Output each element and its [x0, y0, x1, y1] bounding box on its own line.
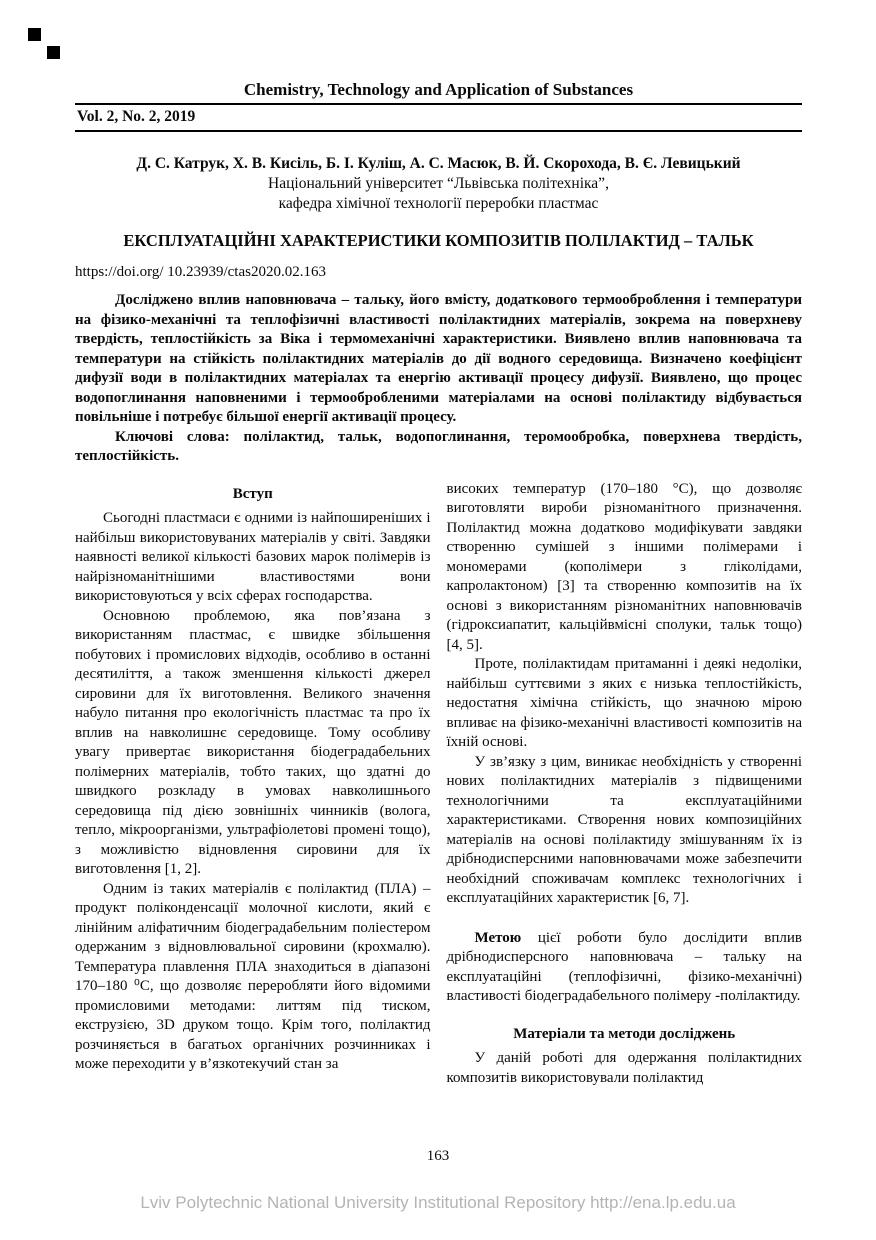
paragraph: У даній роботі для одержання полілактидних композитів використовували полілактид — [446, 1050, 802, 1086]
paragraph: Сьогодні пластмаси є одними із найпоширеніших і найбільш використовуваних матеріалів у світі. Завдяки наявності великої кількості базових марок полімерів із найрізноманітнішими властивостями вони використовуються у всіх сферах господарства. — [75, 510, 431, 604]
paragraph-aim — [447, 929, 803, 1007]
section-heading-methods: Матеріали та методи досліджень — [513, 1025, 736, 1042]
volume-issue-line: Vol. 2, No. 2, 2019 — [77, 108, 196, 125]
repository-footer: Lviv Polytechnic National University Institutional Repository http://ena.lp.edu.ua — [140, 1193, 736, 1212]
left-column — [75, 480, 431, 1089]
paragraph: Проте, полілактидам притаманні і деякі недоліки, найбільш суттєвими з яких є низька теплостійкість, недостатня хімічна стійкість, що значною мірою впливає на фізико-механічні властивості композитів на їхній основі. — [446, 656, 802, 750]
two-column-body — [75, 480, 802, 1089]
affiliation-line: кафедра хімічної технології переробки пластмас — [278, 195, 599, 212]
keywords: Ключові слова: полілактид, тальк, водопоглинання, теромообробка, поверхнева твердість, теплостійкість. — [75, 428, 802, 464]
abstract: Досліджено вплив наповнювача – тальку, його вмісту, додаткового термооброблення і температури на фізико-механічні та теплофізичні властивості полілактидних матеріалів, зокрема на поверхневу твердість, теплостійкість за Віка і термомеханічні характеристики. Виявлено вплив наповнювача та температури на стійкість полілактидних матеріалів до дії водного середовища. Визначено коефіцієнт дифузії води в полілактидних матеріалах та енергію активації процесу дифузії. Виявлено, що процес водопоглинання наповненими і термообробленими матеріалами на основі полілактиду відбувається повільніше і потребує більшої енергії активації процесу. — [75, 292, 802, 425]
aim-lead-word: Метою — [474, 929, 522, 946]
header-divider — [75, 130, 802, 132]
registration-mark — [47, 46, 60, 59]
registration-mark — [28, 28, 41, 41]
paragraph: Одним із таких матеріалів є полілактид (ПЛА) – продукт поліконденсації молочної кислоти, який є лінійним аліфатичним біодеградабельним поліестером одержаним з відновлювальної сировини (крохмалю). Температура плавлення ПЛА знаходиться в діапазоні 170–180 ⁰С, що дозволяє переробляти його відомими промисловими методами: литтям під тиском, екструзією, 3D друком тощо. Крім того, полілактид розчиняється в багатьох органічних розчинниках і може переходити у в’язкотекучий стан за — [75, 880, 431, 1072]
right-column — [447, 480, 803, 1089]
article-title: ЕКСПЛУАТАЦІЙНІ ХАРАКТЕРИСТИКИ КОМПОЗИТІВ ПОЛІЛАКТИД – ТАЛЬК — [123, 231, 754, 250]
paragraph: У зв’язку з цим, виникає необхідність у створенні нових полілактидних матеріалів з підвищеними технологічними та експлуатаційними характеристиками. Створення нових композиційних матеріалів на основі полілактиду змішуванням їх із дрібнодисперсними наповнювачами може забезпечити необхідний споживачам комплекс технологічних і експлуатаційних характеристик [6, 7]. — [446, 753, 802, 906]
paragraph: Основною проблемою, яка пов’язана з використанням пластмас, є швидке збільшення побутових і промислових відходів, особливо в останні десятиліття, а також зменшення кількості джерел сировини для їх виготовлення. Великого значення набуло питання про екологічність пластмас та про їх вплив на навколишнє середовище. Тому особливу увагу привертає використання біодеградабельних полімерних матеріалів, тобто таких, що здатні до швидкого розкладу в умовах навколишнього середовища під дією зовнішніх чинників (волога, тепло, мікроорганізми, ультрафіолетові промені тощо), з можливістю відновлення сировини для їх виготовлення [1, 2]. — [75, 607, 431, 877]
affiliation-line: Національний університет “Львівська політехніка”, — [268, 175, 609, 192]
doi-link: https://doi.org/ 10.23939/ctas2020.02.163 — [75, 264, 326, 280]
paragraph: високих температур (170–180 °С), що дозволяє виготовляти вироби різноманітного призначення. Полілактид можна додатково модифікувати завдяки створенню сумішей з іншими полімерами і мономерами (кополімери з гліколідами, капролактоном) [3] та створенню композитів на їх основі з використанням різноманітних наповнювачів (гідроксиапатит, кальційвмісні сполуки, тальк тощо) [4, 5]. — [446, 480, 802, 653]
journal-title: Chemistry, Technology and Application of Substances — [243, 80, 634, 99]
page-content — [75, 0, 802, 1088]
section-heading-intro: Вступ — [232, 485, 273, 502]
aim-text: цієї роботи було дослідити вплив дрібнодисперсного наповнювача – тальку на експлуатаційні (теплофізичні, фізико-механічні) властивості біодеградабельного полімеру -полілактиду. — [446, 929, 802, 1004]
authors-line: Д. С. Катрук, Х. В. Кисіль, Б. І. Куліш, А. С. Масюк, В. Й. Скорохода, В. Є. Левицький — [136, 155, 741, 172]
page-number: 163 — [426, 1148, 450, 1164]
